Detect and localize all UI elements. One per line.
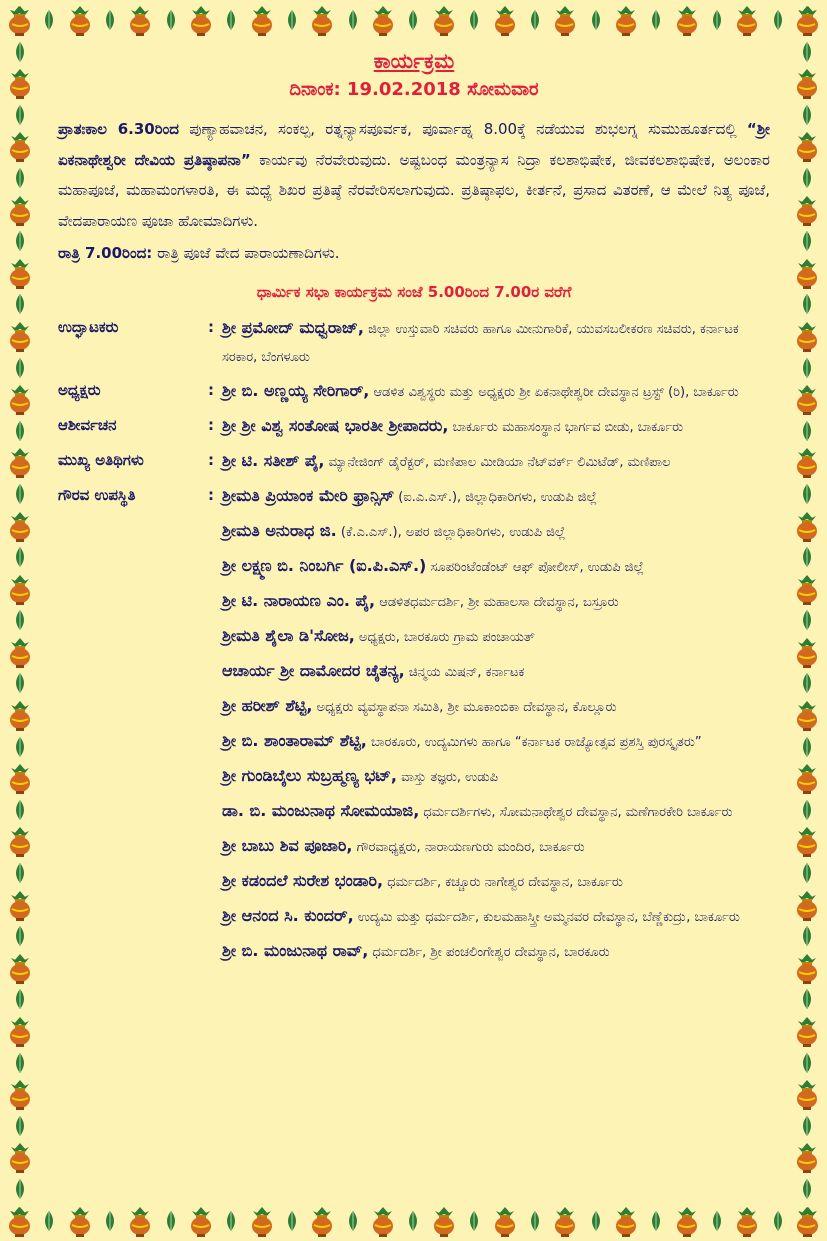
kalasha-pot-icon [792,383,822,415]
mango-leaf-icon [796,925,818,947]
mango-leaf-icon [402,9,424,31]
guest-item [222,902,770,931]
role-value [222,314,770,371]
guest-item [222,727,770,756]
mango-leaf-icon [706,9,728,31]
role-name: ಶ್ರೀ ಪ್ರಮೋದ್ ಮಧ್ವರಾಜ್, [222,318,364,337]
kalasha-pot-icon [5,889,35,921]
mango-leaf-icon [767,9,789,31]
mango-leaf-icon [796,546,818,568]
guest-item [222,552,770,581]
mango-leaf-icon [9,672,31,694]
mango-leaf-icon [9,1052,31,1074]
role-value [222,447,770,476]
role-label: ಉದ್ಘಾಟಕರು [58,318,119,336]
mango-leaf-icon [9,988,31,1010]
gaurava-colon: : [208,486,214,504]
guest-desc: ಅಧ್ಯಕ್ಷರು ವ್ಯವಸ್ಥಾಪನಾ ಸಮಿತಿ, ಶ್ರೀ ಮೂಕಾಂಬಿಕಾ ದೇವಸ್ಥಾನ, ಕೊಲ್ಲೂರು [312,700,617,715]
mango-leaf-icon [9,1115,31,1137]
guest-desc: (ಕೆ.ಎ.ಎಸ್.), ಅಪರ ಜಿಲ್ಲಾಧಿಕಾರಿಗಳು, ಉಡುಪಿ ಜಿಲ್ಲೆ [336,525,566,540]
guest-name: ಶ್ರೀಮತಿ ಶೈಲಾ ಡಿ'ಸೋಜ, [222,626,355,645]
guest-desc: ಚಿನ್ಮಯ ಮಿಷನ್, ಕರ್ನಾಟಕ [404,665,525,680]
kalasha-pot-icon [792,573,822,605]
kalasha-pot-icon [792,889,822,921]
guest-name: ಶ್ರೀ ಲಕ್ಷ್ಮಣ ಬಿ. ನಿಂಬರ್ಗಿ (ಐ.ಪಿ.ಎಸ್.) [222,556,427,575]
kalasha-pot-icon [429,1205,459,1237]
guest-item [222,937,770,966]
kalasha-pot-icon [550,4,580,36]
morning-text-1: ಪುಣ್ಯಾಹವಾಚನ, ಸಂಕಲ್ಪ, ರತ್ನನ್ಯಾಸಪೂರ್ವಕ, ಪೂರ್ವಾಹ್ನ 8.00ಕ್ಕೆ ನಡೆಯುವ ಶುಭಲಗ್ನ ಸುಮುಹೂರ್ತದಲ್ಲಿ [178,120,747,138]
role-row [58,377,770,406]
role-row [58,412,770,441]
mango-leaf-icon [9,1178,31,1200]
role-name: ಶ್ರೀ ಬಿ. ಅಣ್ಣಯ್ಯ ಸೇರಿಗಾರ್, [222,381,370,400]
guest-item [222,657,770,686]
mango-leaf-icon [9,357,31,379]
mango-leaf-icon [585,9,607,31]
kalasha-pot-icon [186,4,216,36]
mango-leaf-icon [796,1115,818,1137]
gaurava-label: ಗೌರವ ಉಪಸ್ಥಿತಿ [58,486,136,504]
kalasha-pot-icon [247,1205,277,1237]
kalasha-pot-icon [5,257,35,289]
mango-leaf-icon [9,609,31,631]
mango-leaf-icon [38,1210,60,1232]
kalasha-pot-icon [792,510,822,542]
kalasha-pot-icon [5,4,35,36]
mango-leaf-icon [99,9,121,31]
kalasha-pot-icon [5,383,35,415]
kalasha-pot-icon [792,320,822,352]
mango-leaf-icon [38,9,60,31]
mango-leaf-icon [796,293,818,315]
kalasha-pot-icon [550,1205,580,1237]
guest-desc: ಧರ್ಮದರ್ಶಿ, ಶ್ರೀ ಪಂಚಲಿಂಗೇಶ್ವರ ದೇವಸ್ಥಾನ, ಬಾರಕೂರು [368,945,610,960]
guest-item [222,517,770,546]
role-desc: ಬಾರ್ಕೂರು ಮಹಾಸಂಸ್ಥಾನ ಭಾರ್ಗವ ಬೀಡು, ಬಾರ್ಕೂರು [448,420,684,435]
guest-name: ಶ್ರೀಮತಿ ಅನುರಾಧ ಜಿ. [222,521,337,540]
role-row [58,314,770,371]
role-desc: ಜಿಲ್ಲಾ ಉಸ್ತುವಾರಿ ಸಚಿವರು ಹಾಗೂ ಮೀನುಗಾರಿಕೆ, ಯುವಸಬಲೀಕರಣ ಸಚಿವರು, ಕರ್ನಾಟಕ ಸರಕಾರ, ಬೆಂಗಳೂರು [222,322,739,365]
guest-name: ಡಾ. ಬಿ. ಮಂಜುನಾಥ ಸೋಮಯಾಜಿ, [222,801,420,820]
night-program [58,238,770,268]
kalasha-pot-icon [5,636,35,668]
role-desc: ಆಡಳಿತ ವಿಶ್ವಸ್ಥರು ಮತ್ತು ಅಧ್ಯಕ್ಷರು ಶ್ರೀ ಏಕನಾಥೇಶ್ವರೀ ದೇವಸ್ಥಾನ ಟ್ರಸ್ಟ್ (ರಿ), ಬಾರ್ಕೂರು [369,385,739,400]
mango-leaf-icon [796,104,818,126]
roles-list [58,314,770,972]
mango-leaf-icon [796,672,818,694]
mango-leaf-icon [9,799,31,821]
mango-leaf-icon [9,104,31,126]
night-text: ರಾತ್ರಿ ಪೂಜೆ ವೇದ ಪಾರಾಯಣಾದಿಗಳು. [152,244,340,262]
mango-leaf-icon [9,925,31,947]
guest-name: ಶ್ರೀ ಬಿ. ಮಂಜುನಾಥ ರಾವ್, [222,941,369,960]
kalasha-pot-icon [5,952,35,984]
guest-desc: ಆಡಳಿತಧರ್ಮದರ್ಶಿ, ಶ್ರೀ ಮಹಾಲಸಾ ದೇವಸ್ಥಾನ, ಬಸ್ರೂರು [375,595,619,610]
kalasha-pot-icon [490,4,520,36]
mango-leaf-icon [342,9,364,31]
kalasha-pot-icon [65,1205,95,1237]
kalasha-pot-icon [5,1078,35,1110]
role-name: ಶ್ರೀ ಶ್ರೀ ವಿಶ್ವ ಸಂತೋಷ ಭಾರತೀ ಶ್ರೀಪಾದರು, [222,416,449,435]
kalasha-pot-icon [611,4,641,36]
mango-leaf-icon [524,1210,546,1232]
mango-leaf-icon [9,483,31,505]
date-line: ದಿನಾಂಕ: 19.02.2018 ಸೋಮವಾರ [289,79,539,100]
mango-leaf-icon [9,41,31,63]
mango-leaf-icon [796,862,818,884]
guest-name: ಶ್ರೀ ಬಾಬು ಶಿವ ಪೂಜಾರಿ, [222,836,353,855]
kalasha-pot-icon [5,67,35,99]
kalasha-pot-icon [5,699,35,731]
page-title: ಕಾರ್ಯಕ್ರಮ [373,49,455,73]
mango-leaf-icon [160,9,182,31]
mango-leaf-icon [796,230,818,252]
guest-name: ಶ್ರೀ ಟಿ. ನಾರಾಯಣ ಎಂ. ಪೈ, [222,591,376,610]
mango-leaf-icon [796,799,818,821]
guest-desc: ಉದ್ಯಮಿ ಮತ್ತು ಧರ್ಮದರ್ಶಿ, ಕುಲಮಹಾಸ್ತ್ರೀ ಅಮ್ಮನವರ ದೇವಸ್ಥಾನ, ಬೆಣ್ಣೆಕುದ್ರು, ಬಾರ್ಕೂರು [353,910,740,925]
mango-leaf-icon [767,1210,789,1232]
mango-leaf-icon [645,9,667,31]
mango-leaf-icon [585,1210,607,1232]
role-colon: : [208,416,214,434]
guest-item [222,622,770,651]
mango-leaf-icon [796,357,818,379]
kalasha-pot-icon [5,573,35,605]
kalasha-pot-icon [792,1015,822,1047]
border-bottom [0,1201,827,1241]
guest-desc: ಗೌರವಾಧ್ಯಕ್ಷರು, ನಾರಾಯಣಗುರು ಮಂದಿರ, ಬಾರ್ಕೂರು [352,840,585,855]
kalasha-pot-icon [792,762,822,794]
mango-leaf-icon [342,1210,364,1232]
role-value [222,377,770,406]
kalasha-pot-icon [368,4,398,36]
guest-item [222,692,770,721]
role-desc: ಮ್ಯಾನೇಜಿಂಗ್ ಡೈರೆಕ್ಟರ್, ಮಣಿಪಾಲ ಮೀಡಿಯಾ ನೆಟ್‌ವರ್ಕ್ ಲಿಮಿಟೆಡ್, ಮಣಿಪಾಲ [324,455,671,470]
mango-leaf-icon [524,9,546,31]
kalasha-pot-icon [732,1205,762,1237]
mango-leaf-icon [796,41,818,63]
kalasha-pot-icon [792,4,822,36]
mango-leaf-icon [796,167,818,189]
kalasha-pot-icon [5,1141,35,1173]
kalasha-pot-icon [307,4,337,36]
kalasha-pot-icon [792,446,822,478]
role-colon: : [208,318,214,336]
kalasha-pot-icon [792,1205,822,1237]
kalasha-pot-icon [611,1205,641,1237]
guest-item [222,797,770,826]
guest-name: ಆಚಾರ್ಯ ಶ್ರೀ ದಾಮೋದರ ಚೈತನ್ಯ, [222,661,405,680]
border-right [787,0,827,1241]
mango-leaf-icon [9,736,31,758]
kalasha-pot-icon [5,194,35,226]
mango-leaf-icon [796,988,818,1010]
guest-name: ಶ್ರೀ ಹರೀಶ್ ಶೆಟ್ಟಿ, [222,696,313,715]
mango-leaf-icon [9,293,31,315]
guest-list [222,482,770,972]
mango-leaf-icon [160,1210,182,1232]
role-colon: : [208,381,214,399]
guest-item [222,587,770,616]
kalasha-pot-icon [672,1205,702,1237]
guest-desc: ಸೂಪರಿಂಟೆಂಡೆಂಟ್ ಆಫ್ ಪೋಲೀಸ್, ಉಡುಪಿ ಜಿಲ್ಲೆ [426,560,644,575]
kalasha-pot-icon [792,67,822,99]
mango-leaf-icon [9,230,31,252]
kalasha-pot-icon [5,825,35,857]
kalasha-pot-icon [5,762,35,794]
mango-leaf-icon [9,420,31,442]
border-left [0,0,40,1241]
mango-leaf-icon [796,1178,818,1200]
mango-leaf-icon [706,1210,728,1232]
kalasha-pot-icon [732,4,762,36]
mango-leaf-icon [463,1210,485,1232]
program-content [58,46,770,972]
guest-item [222,482,770,511]
kalasha-pot-icon [186,1205,216,1237]
mango-leaf-icon [220,9,242,31]
night-time: ರಾತ್ರಿ 7.00ರಿಂದ: [58,244,153,262]
kalasha-pot-icon [792,1141,822,1173]
mango-leaf-icon [281,9,303,31]
morning-text-2: ಕಾರ್ಯವು ನೆರವೇರುವುದು. ಅಷ್ಟಬಂಧ ಮಂತ್ರನ್ಯಾಸ ನಿದ್ರಾ ಕಲಶಾಭಿಷೇಕ, ಜೀವಕಲಶಾಭಿಷೇಕ, ಅಲಂಕಾರ ಮಹಾಪೂಜೆ, ಮಹಾಮಂಗಳಾರತಿ, ಈ ಮಧ್ಯೆ ಶಿಖರ ಪ್ರತಿಷ್ಠೆ ನೆರವೇರಿಸಲಾಗುವುದು. ಪ್ರತಿಷ್ಠಾಫಲ, ಕೀರ್ತನೆ, ಪ್ರಸಾದ ವಿತರಣೆ, ಆ ಮೇಲೆ ನಿತ್ಯ ಪೂಜೆ, ವೇದಪಾರಾಯಣ ಪೂಜಾ ಹೋಮಾದಿಗಳು. [58,150,770,230]
kalasha-pot-icon [672,4,702,36]
kalasha-pot-icon [792,636,822,668]
guest-desc: ಅಧ್ಯಕ್ಷರು, ಬಾರಕೂರು ಗ್ರಾಮ ಪಂಚಾಯತ್ [354,630,535,645]
guest-desc: ಧರ್ಮದರ್ಶಿ, ಕಚ್ಚೂರು ನಾಗೇಶ್ವರ ದೇವಸ್ಥಾನ, ಬಾರ್ಕೂರು [383,875,623,890]
mango-leaf-icon [402,1210,424,1232]
kalasha-pot-icon [65,4,95,36]
kalasha-pot-icon [125,1205,155,1237]
kalasha-pot-icon [792,952,822,984]
mango-leaf-icon [796,483,818,505]
kalasha-pot-icon [5,130,35,162]
pratishthapana-title: “ಶ್ರೀ ಏಕನಾಥೇಶ್ವರೀ ದೇವಿಯ ಪ್ರತಿಷ್ಠಾಪನಾ” [58,120,770,169]
guest-name: ಶ್ರೀ ಕಡಂದಲೆ ಸುರೇಶ ಭಂಡಾರಿ, [222,871,384,890]
morning-program [58,114,770,236]
guest-desc: ಬಾರಕೂರು, ಉದ್ಯಮಿಗಳು ಹಾಗೂ “ಕರ್ನಾಟಕ ರಾಜ್ಯೋತ್ಸವ ಪ್ರಶಸ್ತಿ ಪುರಸ್ಕೃತರು” [366,735,702,750]
role-label: ಆಶೀರ್ವಚನ [58,416,117,434]
mango-leaf-icon [796,736,818,758]
guest-name: ಶ್ರೀ ಆನಂದ ಸಿ. ಕುಂದರ್, [222,906,354,925]
guest-desc: (ಐ.ಎ.ಎಸ್.), ಜಿಲ್ಲಾಧಿಕಾರಿಗಳು, ಉಡುಪಿ ಜಿಲ್ಲೆ [394,490,597,505]
role-label: ಅಧ್ಯಕ್ಷರು [58,381,101,399]
kalasha-pot-icon [5,320,35,352]
kalasha-pot-icon [792,257,822,289]
mango-leaf-icon [463,9,485,31]
mango-leaf-icon [796,609,818,631]
sabha-heading: ಧಾರ್ಮಿಕ ಸಭಾ ಕಾರ್ಯಕ್ರಮ ಸಂಜೆ 5.00ರಿಂದ 7.00ರ ವರೆಗೆ [256,283,572,301]
kalasha-pot-icon [792,825,822,857]
mango-leaf-icon [281,1210,303,1232]
kalasha-pot-icon [125,4,155,36]
mango-leaf-icon [220,1210,242,1232]
guest-item [222,832,770,861]
guest-name: ಶ್ರೀ ಬಿ. ಶಾಂತಾರಾಮ್ ಶೆಟ್ಟಿ, [222,731,367,750]
kalasha-pot-icon [5,446,35,478]
guest-name: ಶ್ರೀ ಗುಂಡಿಬೈಲು ಸುಬ್ರಹ್ಮಣ್ಯ ಭಟ್, [222,766,397,785]
mango-leaf-icon [796,420,818,442]
mango-leaf-icon [9,167,31,189]
kalasha-pot-icon [792,194,822,226]
mango-leaf-icon [645,1210,667,1232]
role-name: ಶ್ರೀ ಟಿ. ಸತೀಶ್ ಪೈ, [222,451,325,470]
kalasha-pot-icon [5,1205,35,1237]
kalasha-pot-icon [368,1205,398,1237]
kalasha-pot-icon [792,130,822,162]
border-top [0,0,827,40]
guest-desc: ಧರ್ಮದರ್ಶಿಗಳು, ಸೋಮನಾಥೇಶ್ವರ ದೇವಸ್ಥಾನ, ಮಣೆಗಾರಕೇರಿ ಬಾರ್ಕೂರು [419,805,733,820]
kalasha-pot-icon [490,1205,520,1237]
kalasha-pot-icon [307,1205,337,1237]
mango-leaf-icon [99,1210,121,1232]
kalasha-pot-icon [5,1015,35,1047]
kalasha-pot-icon [429,4,459,36]
kalasha-pot-icon [792,699,822,731]
guest-item [222,762,770,791]
guest-name: ಶ್ರೀಮತಿ ಪ್ರಿಯಾಂಕ ಮೇರಿ ಫ್ರಾನ್ಸಿಸ್ [222,486,395,505]
mango-leaf-icon [9,862,31,884]
guest-desc: ವಾಸ್ತು ತಜ್ಞರು, ಉಡುಪಿ [397,770,498,785]
mango-leaf-icon [796,1052,818,1074]
kalasha-pot-icon [247,4,277,36]
kalasha-pot-icon [792,1078,822,1110]
role-row [58,447,770,476]
role-label: ಮುಖ್ಯ ಅತಿಥಿಗಳು [58,451,144,469]
morning-time: ಪ್ರಾತಃಕಾಲ 6.30ರಿಂದ [58,120,179,138]
mango-leaf-icon [9,546,31,568]
gaurava-row [58,482,770,972]
role-value [222,412,770,441]
kalasha-pot-icon [5,510,35,542]
role-colon: : [208,451,214,469]
guest-item [222,867,770,896]
